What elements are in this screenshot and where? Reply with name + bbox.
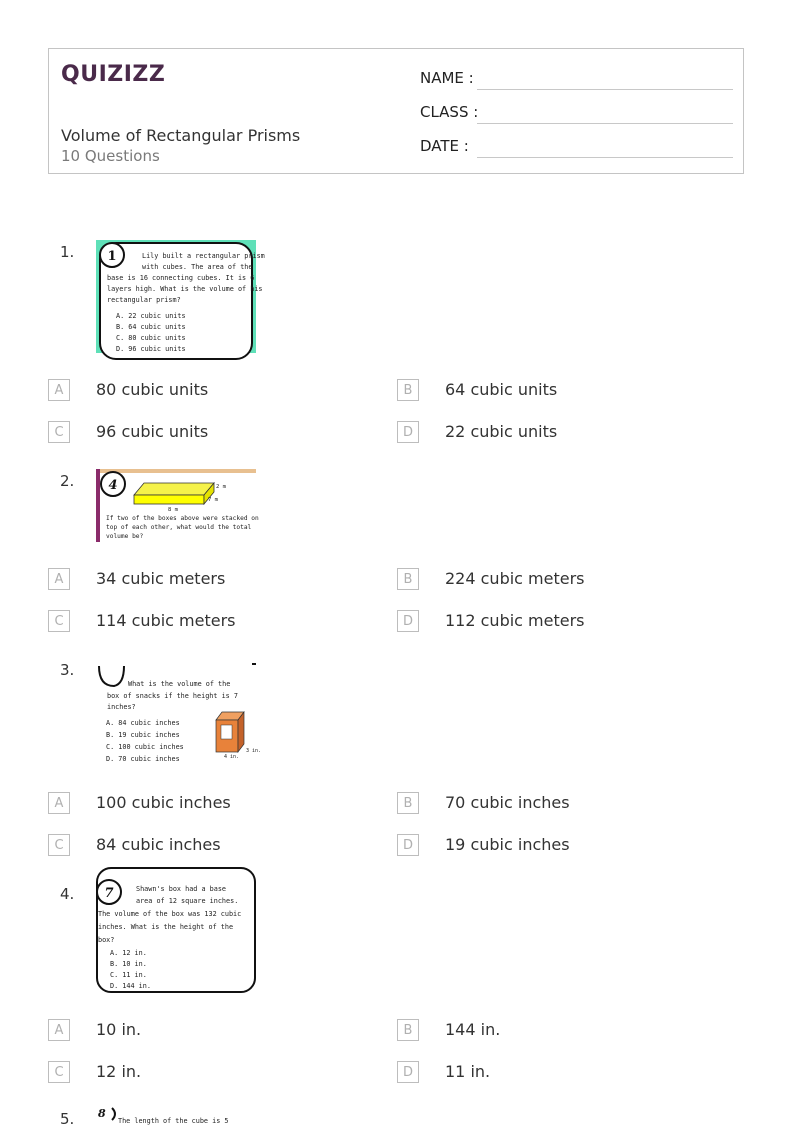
option-text[interactable]: 224 cubic meters	[445, 569, 585, 588]
svg-text:D. 70 cubic inches: D. 70 cubic inches	[106, 755, 180, 763]
option-text[interactable]: 12 in.	[96, 1062, 142, 1081]
worksheet-header	[48, 48, 744, 174]
svg-text:What is the volume of the: What is the volume of the	[128, 680, 231, 688]
option-text[interactable]: 96 cubic units	[96, 422, 209, 441]
svg-text:C. 100 cubic inches: C. 100 cubic inches	[106, 743, 184, 751]
option-text[interactable]: 100 cubic inches	[96, 793, 231, 812]
svg-text:volume be?: volume be?	[106, 533, 144, 540]
svg-text:3 in.: 3 in.	[246, 748, 262, 754]
question-count: 10 Questions	[61, 147, 160, 165]
option-text[interactable]: 64 cubic units	[445, 380, 558, 399]
svg-text:8 m: 8 m	[168, 507, 178, 513]
svg-text:4 in.: 4 in.	[224, 754, 240, 760]
svg-text:base is 16 connecting cubes. I: base is 16 connecting cubes. It is 6	[107, 274, 255, 282]
question-number: 1.	[60, 243, 75, 261]
svg-text:box?: box?	[98, 936, 115, 944]
svg-text:rectangular prism?: rectangular prism?	[107, 296, 181, 304]
svg-text:4: 4	[108, 478, 118, 493]
name-line[interactable]	[477, 89, 733, 90]
svg-text:Lily built a rectangular prism: Lily built a rectangular prism	[142, 252, 265, 260]
option-text[interactable]: 70 cubic inches	[445, 793, 570, 812]
question-number: 5.	[60, 1110, 75, 1128]
name-label: NAME :	[420, 69, 474, 87]
svg-text:If two of the boxes above were: If two of the boxes above were stacked on	[106, 515, 259, 522]
option-letter-box[interactable]: C	[48, 1061, 70, 1083]
option-text[interactable]: 84 cubic inches	[96, 835, 221, 854]
class-label: CLASS :	[420, 103, 479, 121]
option-letter-box[interactable]: D	[397, 834, 419, 856]
option-letter-box[interactable]: A	[48, 568, 70, 590]
svg-text:QUIZIZZ: QUIZIZZ	[61, 62, 166, 87]
svg-text:The length of the cube is 5: The length of the cube is 5	[118, 1117, 229, 1125]
option-letter-box[interactable]: D	[397, 421, 419, 443]
question-image	[96, 240, 265, 353]
svg-text:7 m: 7 m	[208, 497, 218, 503]
svg-text:B. 10 in.: B. 10 in.	[110, 960, 147, 968]
svg-text:A. 84 cubic inches: A. 84 cubic inches	[106, 719, 180, 727]
option-letter-box[interactable]: A	[48, 792, 70, 814]
option-letter-box[interactable]: B	[397, 792, 419, 814]
svg-text:inches. What is the height of: inches. What is the height of the	[98, 923, 234, 931]
svg-text:D. 96 cubic units: D. 96 cubic units	[116, 345, 186, 353]
question-image	[96, 664, 262, 765]
svg-text:B. 19 cubic inches: B. 19 cubic inches	[106, 731, 180, 739]
date-label: DATE :	[420, 137, 469, 155]
option-letter-box[interactable]: D	[397, 1061, 419, 1083]
svg-text:2 m: 2 m	[216, 484, 226, 490]
svg-text:The volume of the box was 132: The volume of the box was 132 cubic	[98, 910, 242, 918]
option-text[interactable]: 22 cubic units	[445, 422, 558, 441]
worksheet-title: Volume of Rectangular Prisms	[61, 126, 301, 145]
option-text[interactable]: 19 cubic inches	[445, 835, 570, 854]
option-text[interactable]: 114 cubic meters	[96, 611, 236, 630]
quizizz-logo	[61, 59, 166, 87]
svg-text:box of snacks if the height is: box of snacks if the height is 7	[107, 692, 238, 700]
option-letter-box[interactable]: D	[397, 610, 419, 632]
option-letter-box[interactable]: B	[397, 568, 419, 590]
svg-text:C. 80 cubic units: C. 80 cubic units	[116, 334, 186, 342]
question-image	[96, 469, 259, 542]
svg-text:inches?: inches?	[107, 703, 136, 711]
svg-text:A. 22 cubic units: A. 22 cubic units	[116, 312, 186, 320]
svg-text:Shawn's box had a base: Shawn's box had a base	[136, 885, 227, 893]
date-line[interactable]	[477, 157, 733, 158]
svg-text:with cubes. The area of the: with cubes. The area of the	[142, 263, 253, 271]
option-letter-box[interactable]: C	[48, 834, 70, 856]
option-text[interactable]: 80 cubic units	[96, 380, 209, 399]
option-letter-box[interactable]: C	[48, 421, 70, 443]
option-letter-box[interactable]: B	[397, 379, 419, 401]
option-letter-box[interactable]: C	[48, 610, 70, 632]
class-line[interactable]	[477, 123, 733, 124]
svg-text:A. 12 in.: A. 12 in.	[110, 949, 147, 957]
question-number: 3.	[60, 661, 75, 679]
option-text[interactable]: 34 cubic meters	[96, 569, 226, 588]
svg-text:area of 12 square inches.: area of 12 square inches.	[136, 897, 239, 905]
option-letter-box[interactable]: A	[48, 379, 70, 401]
option-text[interactable]: 11 in.	[445, 1062, 491, 1081]
question-number: 2.	[60, 472, 75, 490]
question-number: 4.	[60, 885, 75, 903]
svg-text:B. 64 cubic units: B. 64 cubic units	[116, 323, 186, 331]
svg-text:layers high. What is the volum: layers high. What is the volume of his	[107, 285, 263, 293]
option-text[interactable]: 144 in.	[445, 1020, 501, 1039]
option-letter-box[interactable]: A	[48, 1019, 70, 1041]
svg-text:7: 7	[104, 886, 114, 901]
option-text[interactable]: 10 in.	[96, 1020, 142, 1039]
question-image	[96, 882, 256, 994]
option-letter-box[interactable]: B	[397, 1019, 419, 1041]
svg-text:1: 1	[107, 249, 117, 264]
svg-text:C. 11 in.: C. 11 in.	[110, 971, 147, 979]
option-text[interactable]: 112 cubic meters	[445, 611, 585, 630]
question-image	[96, 1106, 256, 1123]
svg-text:top of each other, what would: top of each other, what would the total	[106, 524, 252, 531]
svg-text:8: 8	[98, 1107, 106, 1120]
svg-text:D. 144 in.: D. 144 in.	[110, 982, 151, 990]
